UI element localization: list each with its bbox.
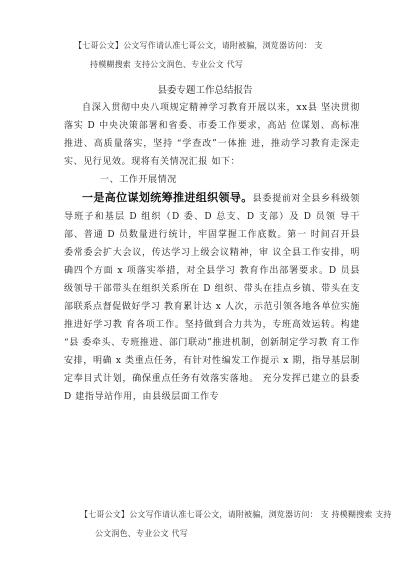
paragraph-lead: 一是高位谋划统筹推进组织领导。: [82, 191, 253, 204]
document-body: [64, 99, 360, 406]
footer-watermark-line-2: 公文润色、专业公文 代写: [95, 529, 188, 538]
header-watermark-line-1: 【七哥公文】公文写作请认准七哥公文，请附被骗，浏览器访问： 支: [74, 41, 323, 50]
document-title: 县委专题工作总结报告: [157, 85, 253, 96]
paragraph-text: 县委提前对全县乡科级领导班子和基层 D 组织（D 委、D 总支、D 支部）及 D 员领 导干部、普通 D 员数量进行统计，牢固掌握工作底数。第一 时间召开县委常委会扩大会议，传达学习上级会议精神，审 议全县工作安排，明确四个方面 x 项落实举措，对全县学习 教育作出部署要求。D 员县级领导干部带头在组织关系所在 D 组织、带头在挂点乡镇、带头在支部联系点督促做好学习 教育累计达 x 人次，示范引领各地各单位实施推进好学习教 育各项工作。坚持做到合力共为，专班高效运转。构建 “县 委牵头、专班推进、部门联动”推进机制，创新制定学习教 育工作安排，明确 x 类重点任务，有针对性编发工作提示 x 期，指导基层制定奉目式计划，确保重点任务有效落实落地。 充分发挥已建立的县委 D 建指导站作用，由县级层面工作专: [64, 194, 360, 402]
body-paragraph: [64, 189, 360, 406]
header-watermark-line-2: 持模糊搜索 支持公文润色、专业公文 代写: [90, 60, 244, 69]
intro-paragraph: 自深入贯彻中央八项规定精神学习教育开展以来，xx县 坚决贯彻落实 D 中央决策部署和省委、市委工作要求，高站 位谋划、高标准推进、高质量落实，坚持 “学查改”一体推 进，推动学习教育走深走实、见行见效。现将有关情况汇报 如下：: [64, 103, 360, 167]
footer-watermark-line-1: 【七哥公文】公文写作请认准七哥公文，请附被骗，浏览器访问： 支 持模糊搜索 支持: [80, 510, 392, 519]
section-heading-text: 一、工作开展情况: [100, 175, 177, 185]
section-heading: [64, 171, 360, 189]
